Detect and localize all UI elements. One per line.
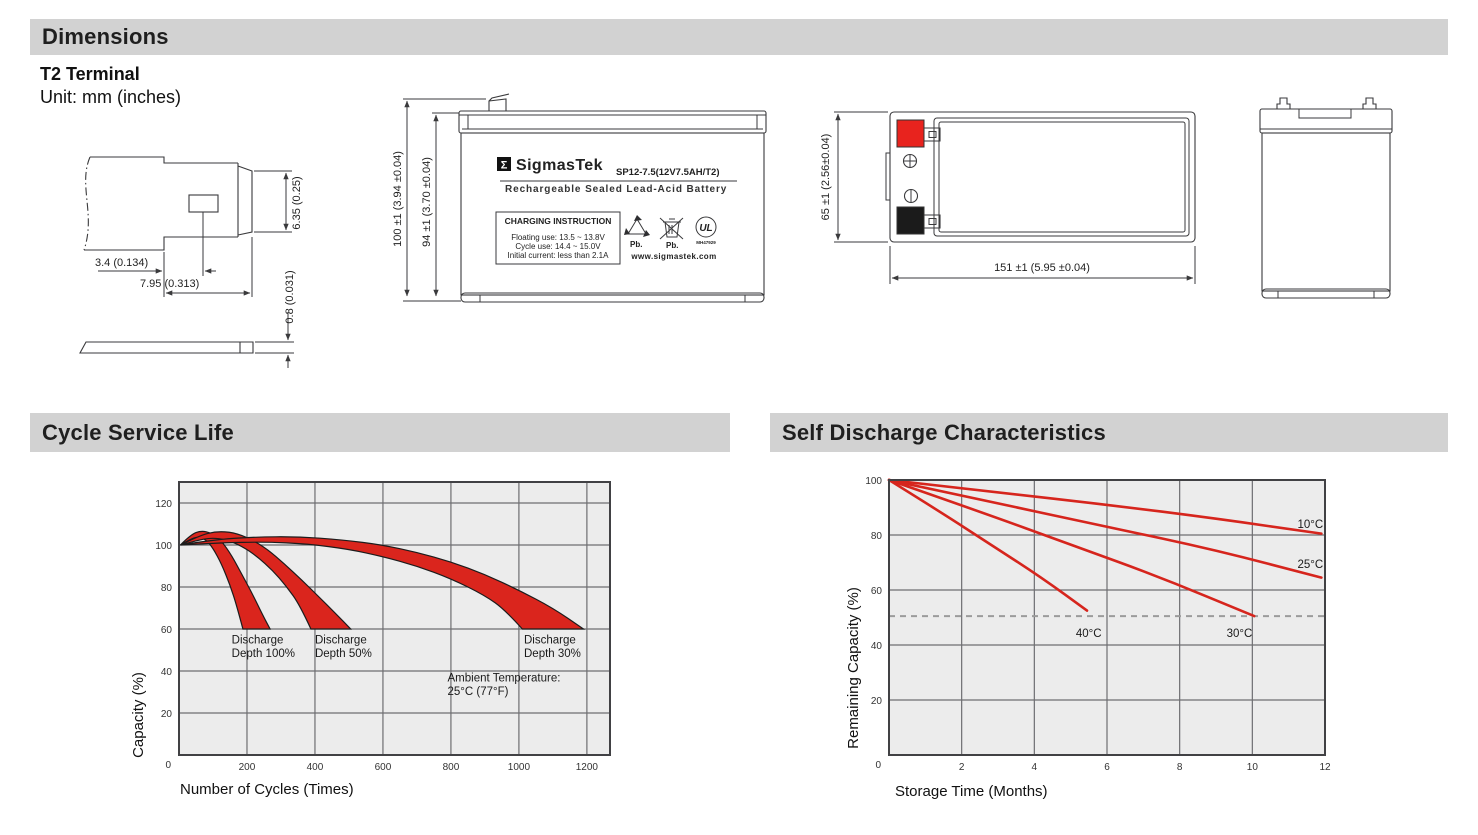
front-view-drawing [392,94,766,302]
chart-annotation: Discharge Depth 50% [314,634,372,661]
y-tick-label: 40 [160,667,172,678]
dim-label-total-height: 100 ±1 (3.94 ±0.04) [392,151,404,247]
dim-label-tab-height: 6.35 (0.25) [291,176,303,230]
section-bar-cycle-service-life [30,413,730,452]
series-label: 30°C [1226,627,1253,640]
ul-code: MH47929 [696,240,716,245]
side-notch [886,153,890,200]
x-tick-label: 10 [1246,762,1258,773]
battery-foot [461,293,764,302]
x-tick-label: 600 [374,762,392,773]
dim-label-case-height: 94 ±1 (3.70 ±0.04) [421,157,433,247]
dim-label-width: 65 ±1 (2.56±0.04) [820,133,832,221]
x-tick-label: 800 [442,762,460,773]
charging-line-3: Initial current: less than 2.1A [507,251,609,260]
crossed-bin-icon [660,218,683,239]
brand-text: SigmasTek [516,157,603,174]
y-tick-label: 40 [870,641,882,652]
series-label: 10°C [1297,519,1324,532]
end-body [1262,133,1390,291]
ul-mark-icon [696,217,716,237]
y-tick-label: 60 [870,586,882,597]
y-tick-label: 20 [160,709,172,720]
positive-terminal [897,120,924,147]
t2-terminal-heading: T2 Terminal [40,64,140,84]
y-tick-label: 20 [870,696,882,707]
x-tick-label: 1000 [507,762,531,773]
section-bar-self-discharge [770,413,1448,452]
model-text: SP12-7.5(12V7.5AH/T2) [616,167,720,178]
top-view-drawing [820,112,1195,284]
x-tick-label: 4 [1031,762,1038,773]
series-label: 40°C [1075,627,1102,640]
dim-label-hole-offset: 3.4 (0.134) [95,257,149,269]
pb-recycle-label: Pb. [630,240,643,249]
chart-annotation: Discharge Depth 100% [231,634,295,661]
y-tick-label: 60 [160,625,172,636]
cycle-y-axis-label: Capacity (%) [130,672,147,758]
end-terminal-right [1363,98,1376,109]
x-tick-label: 2 [958,762,965,773]
dim-label-tab-width: 7.95 (0.313) [140,278,200,290]
self-y-axis-label: Remaining Capacity (%) [845,587,862,749]
y-tick-label: 80 [160,583,172,594]
pb-bin-label: Pb. [666,241,679,250]
end-foot-marks [1278,291,1374,298]
positive-tab-hole [929,132,936,138]
terminal-hole [189,195,218,212]
top-view-inner-wall [934,118,1189,236]
terminal-bottom-edge [84,237,238,250]
end-view-drawing [1260,98,1392,298]
section-title-self-discharge: Self Discharge Characteristics [782,419,1106,445]
dimension-drawings [0,0,1478,410]
unit-note: Unit: mm (inches) [40,87,182,107]
y-tick-label: 100 [865,476,882,487]
charging-title: CHARGING INSTRUCTION [504,216,612,226]
y-tick-label: 120 [155,499,172,510]
cycle-x-axis-label: Number of Cycles (Times) [180,781,354,798]
sigma-logo-glyph: Σ [500,159,508,172]
end-foot [1262,289,1390,298]
dim-label-length: 151 ±1 (5.95 ±0.04) [994,262,1090,274]
extension-lines-08 [255,342,294,353]
website-text: www.sigmastek.com [631,252,717,261]
negative-terminal [897,207,924,234]
terminal-edge-view [80,342,253,353]
top-view-inner-wall-2 [939,122,1185,232]
self-x-axis-label: Storage Time (Months) [895,783,1048,800]
end-recess [1299,109,1351,118]
battery-cover [459,111,766,133]
series-label: 25°C [1297,559,1324,571]
chart-annotation: Ambient Temperature: 25°C (77°F) [447,672,561,698]
cover-seams [459,115,766,129]
charging-line-1: Floating use: 13.5 ~ 13.8V [511,233,605,242]
x-tick-label: 400 [306,762,324,773]
self-discharge-chart [770,460,1478,820]
break-line [84,157,90,250]
x-tick-label: 200 [238,762,256,773]
foot-marks [480,295,745,302]
front-terminal-tab [489,94,509,111]
positive-tab [924,128,940,141]
origin-tick-label: 0 [165,760,171,771]
terminal-detail-drawing [80,157,303,368]
section-title-dimensions: Dimensions [42,24,169,49]
end-terminal-left [1277,98,1290,109]
terminal-top-edge [90,157,238,163]
x-tick-label: 8 [1176,762,1183,773]
negative-tab-hole [929,219,936,225]
screw-positive-icon [904,155,917,168]
y-tick-label: 80 [870,531,882,542]
origin-tick-label: 0 [875,760,881,771]
dim-label-thickness: 0.8 (0.031) [284,270,296,324]
recycle-pb-icon [624,215,650,237]
screw-negative-icon [905,190,918,203]
extension-lines-65 [834,112,888,242]
battery-type-text: Rechargeable Sealed Lead-Acid Battery [505,184,728,195]
section-title-cycle: Cycle Service Life [42,419,234,445]
charging-line-2: Cycle use: 14.4 ~ 15.0V [515,242,601,251]
terminal-tip [238,163,252,237]
negative-tab [924,215,940,228]
cycle-service-life-chart [30,460,730,820]
ul-mark-letters: UL [699,223,713,234]
y-tick-label: 100 [155,541,172,552]
x-tick-label: 12 [1319,762,1331,773]
x-tick-label: 1200 [575,762,599,773]
x-tick-label: 6 [1104,762,1110,773]
chart-annotation: Discharge Depth 30% [524,634,581,661]
